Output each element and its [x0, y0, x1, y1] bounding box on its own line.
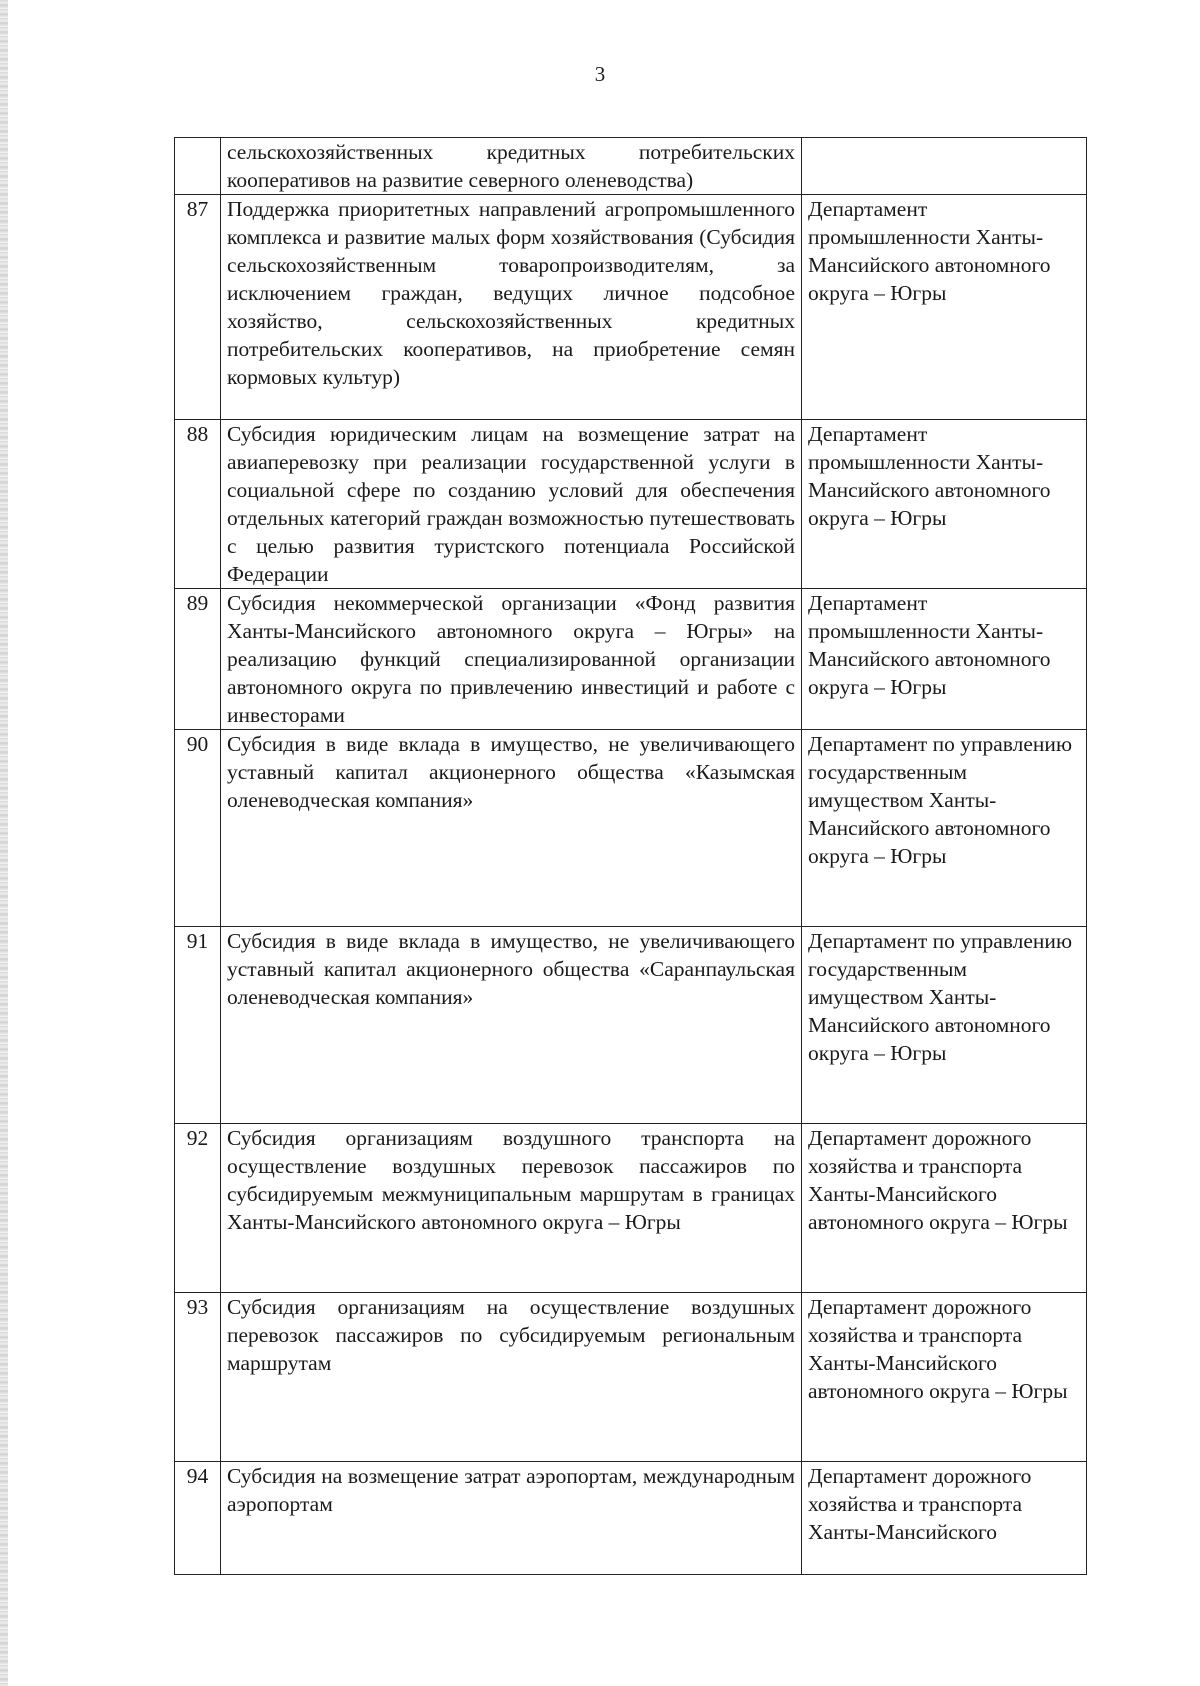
row-number: 91 — [175, 927, 221, 1124]
table-row — [175, 1293, 1087, 1462]
row-number: 87 — [175, 195, 221, 420]
row-number: 89 — [175, 589, 221, 730]
row-department: Департамент промышленности Ханты-Мансийского автономного округа – Югры — [802, 420, 1087, 589]
row-description: сельскохозяйственных кредитных потребительских кооперативов на развитие северного оленеводства) — [221, 138, 802, 195]
table-row — [175, 420, 1087, 589]
row-number: 88 — [175, 420, 221, 589]
row-department: Департамент дорожного хозяйства и транспорта Ханты-Мансийского автономного округа – Югры — [802, 1124, 1087, 1293]
row-description: Субсидия организациям на осуществление воздушных перевозок пассажиров по субсидируемым региональным маршрутам — [221, 1293, 802, 1462]
row-description: Субсидия в виде вклада в имущество, не увеличивающего уставный капитал акционерного общества «Казымская оленеводческая компания» — [221, 730, 802, 927]
row-department: Департамент промышленности Ханты-Мансийского автономного округа – Югры — [802, 589, 1087, 730]
row-description: Субсидия организациям воздушного транспорта на осуществление воздушных перевозок пассажиров по субсидируемым межмуниципальным маршрутам в границах Ханты-Мансийского автономного округа – Югры — [221, 1124, 802, 1293]
row-number: 90 — [175, 730, 221, 927]
table-row — [175, 927, 1087, 1124]
subsidy-table — [174, 137, 1087, 1575]
row-department: Департамент по управлению государственным имуществом Ханты-Мансийского автономного округа – Югры — [802, 730, 1087, 927]
scan-edge — [0, 0, 8, 1686]
row-number — [175, 138, 221, 195]
table-row — [175, 1124, 1087, 1293]
table-row — [175, 589, 1087, 730]
row-department: Департамент промышленности Ханты-Мансийского автономного округа – Югры — [802, 195, 1087, 420]
table-row — [175, 195, 1087, 420]
row-department: Департамент дорожного хозяйства и транспорта Ханты-Мансийского автономного округа – Югры — [802, 1293, 1087, 1462]
row-description: Субсидия юридическим лицам на возмещение затрат на авиаперевозку при реализации государственной услуги в социальной сфере по созданию условий для обеспечения отдельных категорий граждан возможностью путешествовать с целью развития туристского потенциала Российской Федерации — [221, 420, 802, 589]
row-number: 92 — [175, 1124, 221, 1293]
table-row — [175, 730, 1087, 927]
row-description: Субсидия некоммерческой организации «Фонд развития Ханты-Мансийского автономного округа – Югры» на реализацию функций специализированной организации автономного округа по привлечению инвестиций и работе с инвесторами — [221, 589, 802, 730]
row-department — [802, 138, 1087, 195]
row-description: Субсидия в виде вклада в имущество, не увеличивающего уставный капитал акционерного общества «Саранпаульская оленеводческая компания» — [221, 927, 802, 1124]
row-description: Субсидия на возмещение затрат аэропортам, международным аэропортам — [221, 1462, 802, 1575]
row-number: 94 — [175, 1462, 221, 1575]
page-number: 3 — [594, 62, 606, 86]
row-department: Департамент по управлению государственным имуществом Ханты-Мансийского автономного округа – Югры — [802, 927, 1087, 1124]
row-description: Поддержка приоритетных направлений агропромышленного комплекса и развитие малых форм хозяйствования (Субсидия сельскохозяйственным товаропроизводителям, за исключением граждан, ведущих личное подсобное хозяйство, сельскохозяйственных кредитных потребительских кооперативов, на приобретение семян кормовых культур) — [221, 195, 802, 420]
row-number: 93 — [175, 1293, 221, 1462]
table-row — [175, 1462, 1087, 1575]
table-row — [175, 138, 1087, 195]
row-department: Департамент дорожного хозяйства и транспорта Ханты-Мансийского — [802, 1462, 1087, 1575]
